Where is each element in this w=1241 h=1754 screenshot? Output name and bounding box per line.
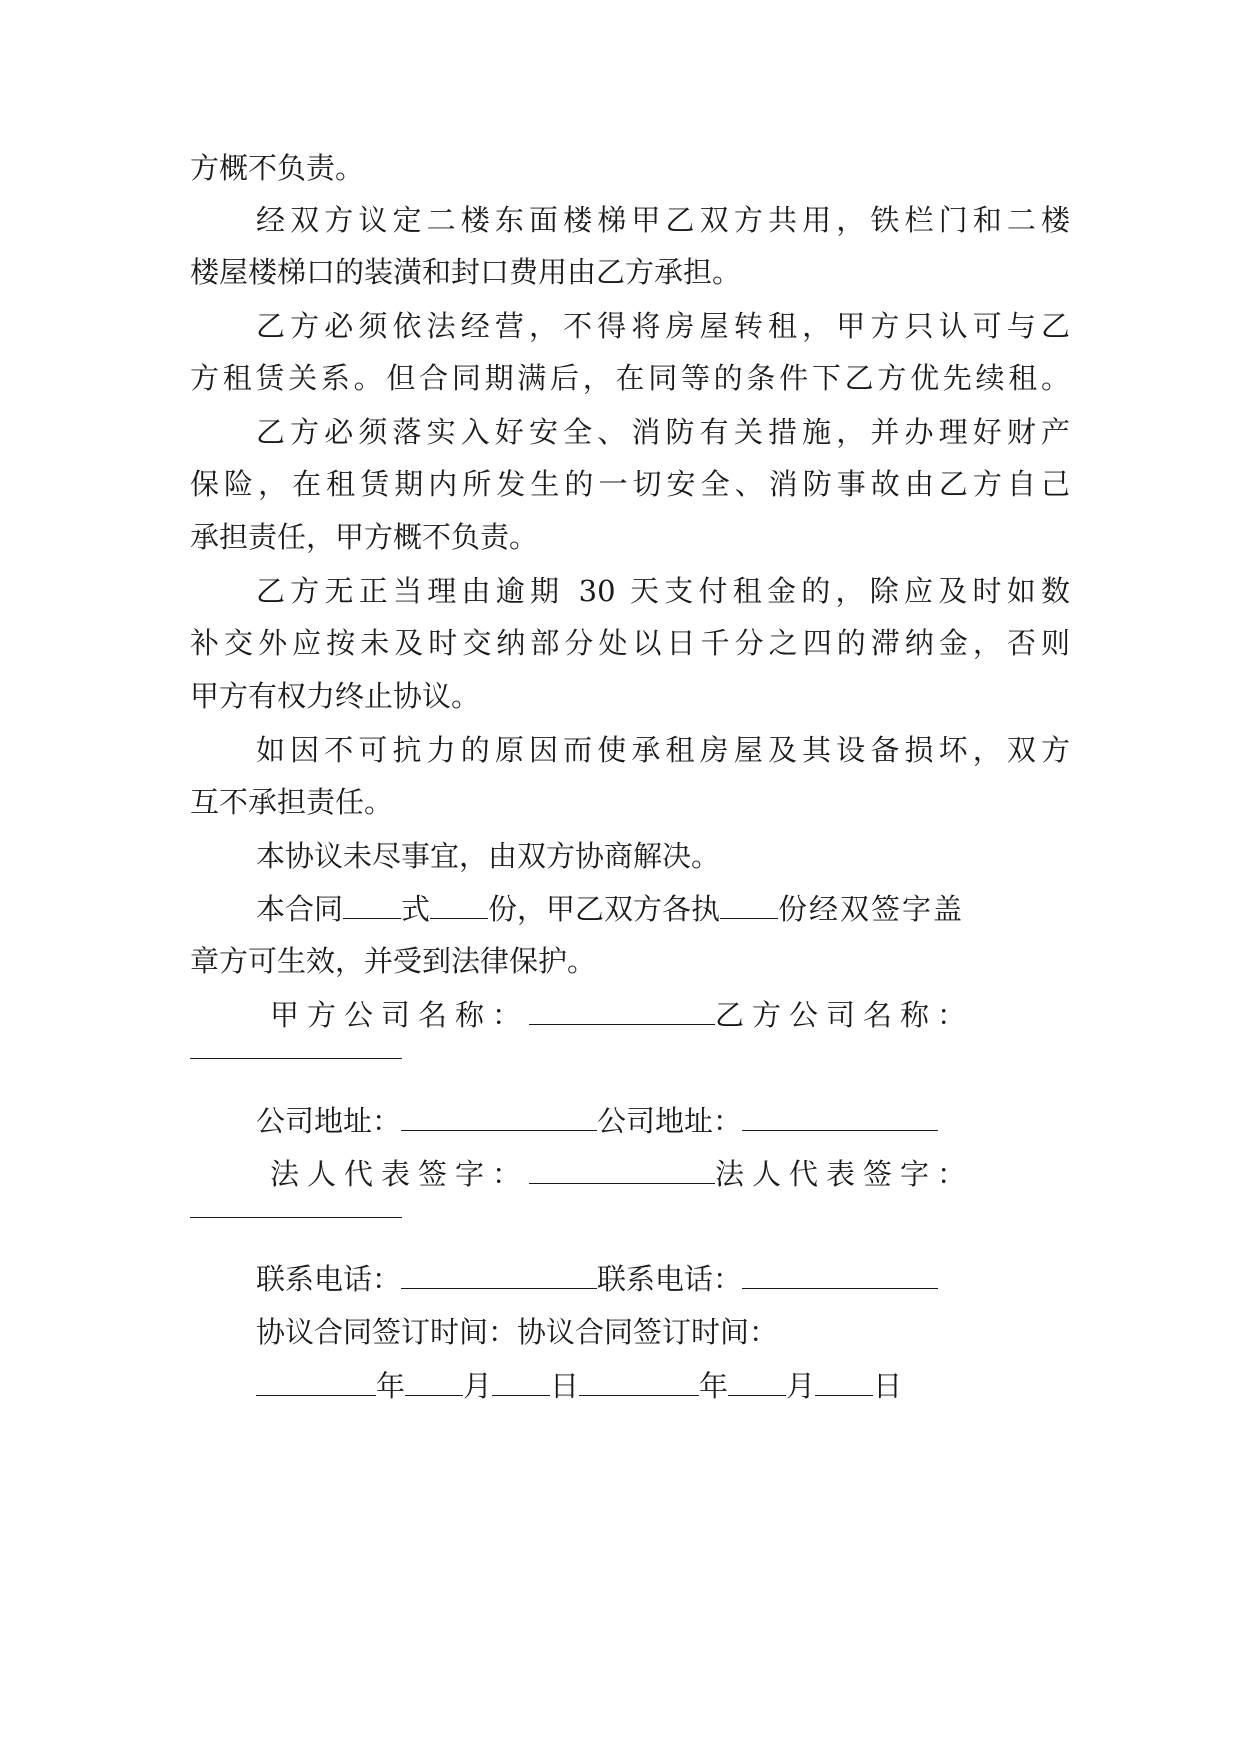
- phone-blank-a[interactable]: [401, 1260, 597, 1289]
- text-line: 本协议未尽事宜，由双方协商解决。: [256, 839, 721, 873]
- year-blank-b[interactable]: [579, 1367, 699, 1396]
- year-label: 年: [699, 1369, 729, 1403]
- address-blank-b[interactable]: [742, 1102, 938, 1131]
- copies-text: 式: [401, 892, 431, 926]
- text-line: 方租赁关系。但合同期满后，在同等的条件下乙方优先续租。: [190, 361, 1070, 395]
- address-label-a: 公司地址：: [256, 1104, 402, 1138]
- day-blank-b[interactable]: [815, 1367, 873, 1396]
- month-label: 月: [786, 1369, 816, 1403]
- text-line: 经双方议定二楼东面楼梯甲乙双方共用，铁栏门和二楼: [256, 203, 1070, 237]
- legal-rep-row: [270, 1154, 1070, 1194]
- text-line: 乙方无正当理由逾期 30 天支付租金的，除应及时如数: [256, 574, 1070, 608]
- text-line: 承担责任，甲方概不负责。: [190, 520, 539, 554]
- text-line: 章方可生效，并受到法律保护。: [190, 944, 597, 978]
- address-label-b: 公司地址：: [597, 1104, 743, 1138]
- legal-rep-label-b: 法人代表签字：: [715, 1157, 975, 1191]
- copies-format-blank[interactable]: [343, 890, 401, 919]
- day-label: 日: [873, 1369, 903, 1403]
- copies-text: 份经双签字盖: [778, 892, 965, 926]
- text-line: 补交外应按未及时交纳部分处以日千分之四的滞纳金，否则: [190, 626, 1070, 660]
- copies-text: 本合同: [256, 892, 344, 926]
- copies-count-blank[interactable]: [430, 890, 488, 919]
- month-label: 月: [463, 1369, 493, 1403]
- copies-clause: [256, 889, 1070, 929]
- party-a-company-label: 甲方公司名称：: [270, 998, 530, 1032]
- day-blank-a[interactable]: [492, 1367, 550, 1396]
- company-name-row: [270, 995, 1070, 1035]
- text-line: 保险，在租赁期内所发生的一切安全、消防事故由乙方自己: [190, 467, 1070, 501]
- legal-rep-blank-b[interactable]: [190, 1217, 402, 1218]
- text-line: 乙方必须落实入好安全、消防有关措施，并办理好财产: [256, 415, 1070, 449]
- text-line: 乙方必须依法经营，不得将房屋转租，甲方只认可与乙: [256, 309, 1070, 343]
- sign-time-label-b: 协议合同签订时间：: [517, 1315, 779, 1349]
- year-label: 年: [376, 1369, 406, 1403]
- sign-time-label-a: 协议合同签订时间：: [256, 1315, 518, 1349]
- address-row: [256, 1101, 1070, 1141]
- day-label: 日: [550, 1369, 580, 1403]
- address-blank-a[interactable]: [401, 1102, 597, 1131]
- legal-rep-label-a: 法人代表签字：: [270, 1157, 530, 1191]
- month-blank-b[interactable]: [728, 1367, 786, 1396]
- text-line: 方概不负责。: [190, 151, 365, 185]
- month-blank-a[interactable]: [405, 1367, 463, 1396]
- text-line: 楼屋楼梯口的装潢和封口费用由乙方承担。: [190, 255, 742, 289]
- text-line: 如因不可抗力的原因而使承租房屋及其设备损坏，双方: [256, 733, 1070, 767]
- text-line: 互不承担责任。: [190, 785, 394, 819]
- legal-rep-blank-a[interactable]: [529, 1155, 715, 1184]
- phone-label-a: 联系电话：: [256, 1262, 402, 1296]
- copies-each-blank[interactable]: [720, 890, 778, 919]
- phone-row: [256, 1259, 1070, 1299]
- phone-blank-b[interactable]: [742, 1260, 938, 1289]
- sign-time-row: [256, 1312, 1070, 1352]
- year-blank-a[interactable]: [256, 1367, 376, 1396]
- phone-label-b: 联系电话：: [597, 1262, 743, 1296]
- text-line: 甲方有权力终止协议。: [190, 679, 481, 713]
- party-b-company-blank[interactable]: [190, 1058, 402, 1059]
- date-row: [256, 1366, 1070, 1406]
- party-a-company-blank[interactable]: [529, 996, 715, 1025]
- copies-text: 份，甲乙双方各执: [488, 892, 721, 926]
- party-b-company-label: 乙方公司名称：: [715, 998, 975, 1032]
